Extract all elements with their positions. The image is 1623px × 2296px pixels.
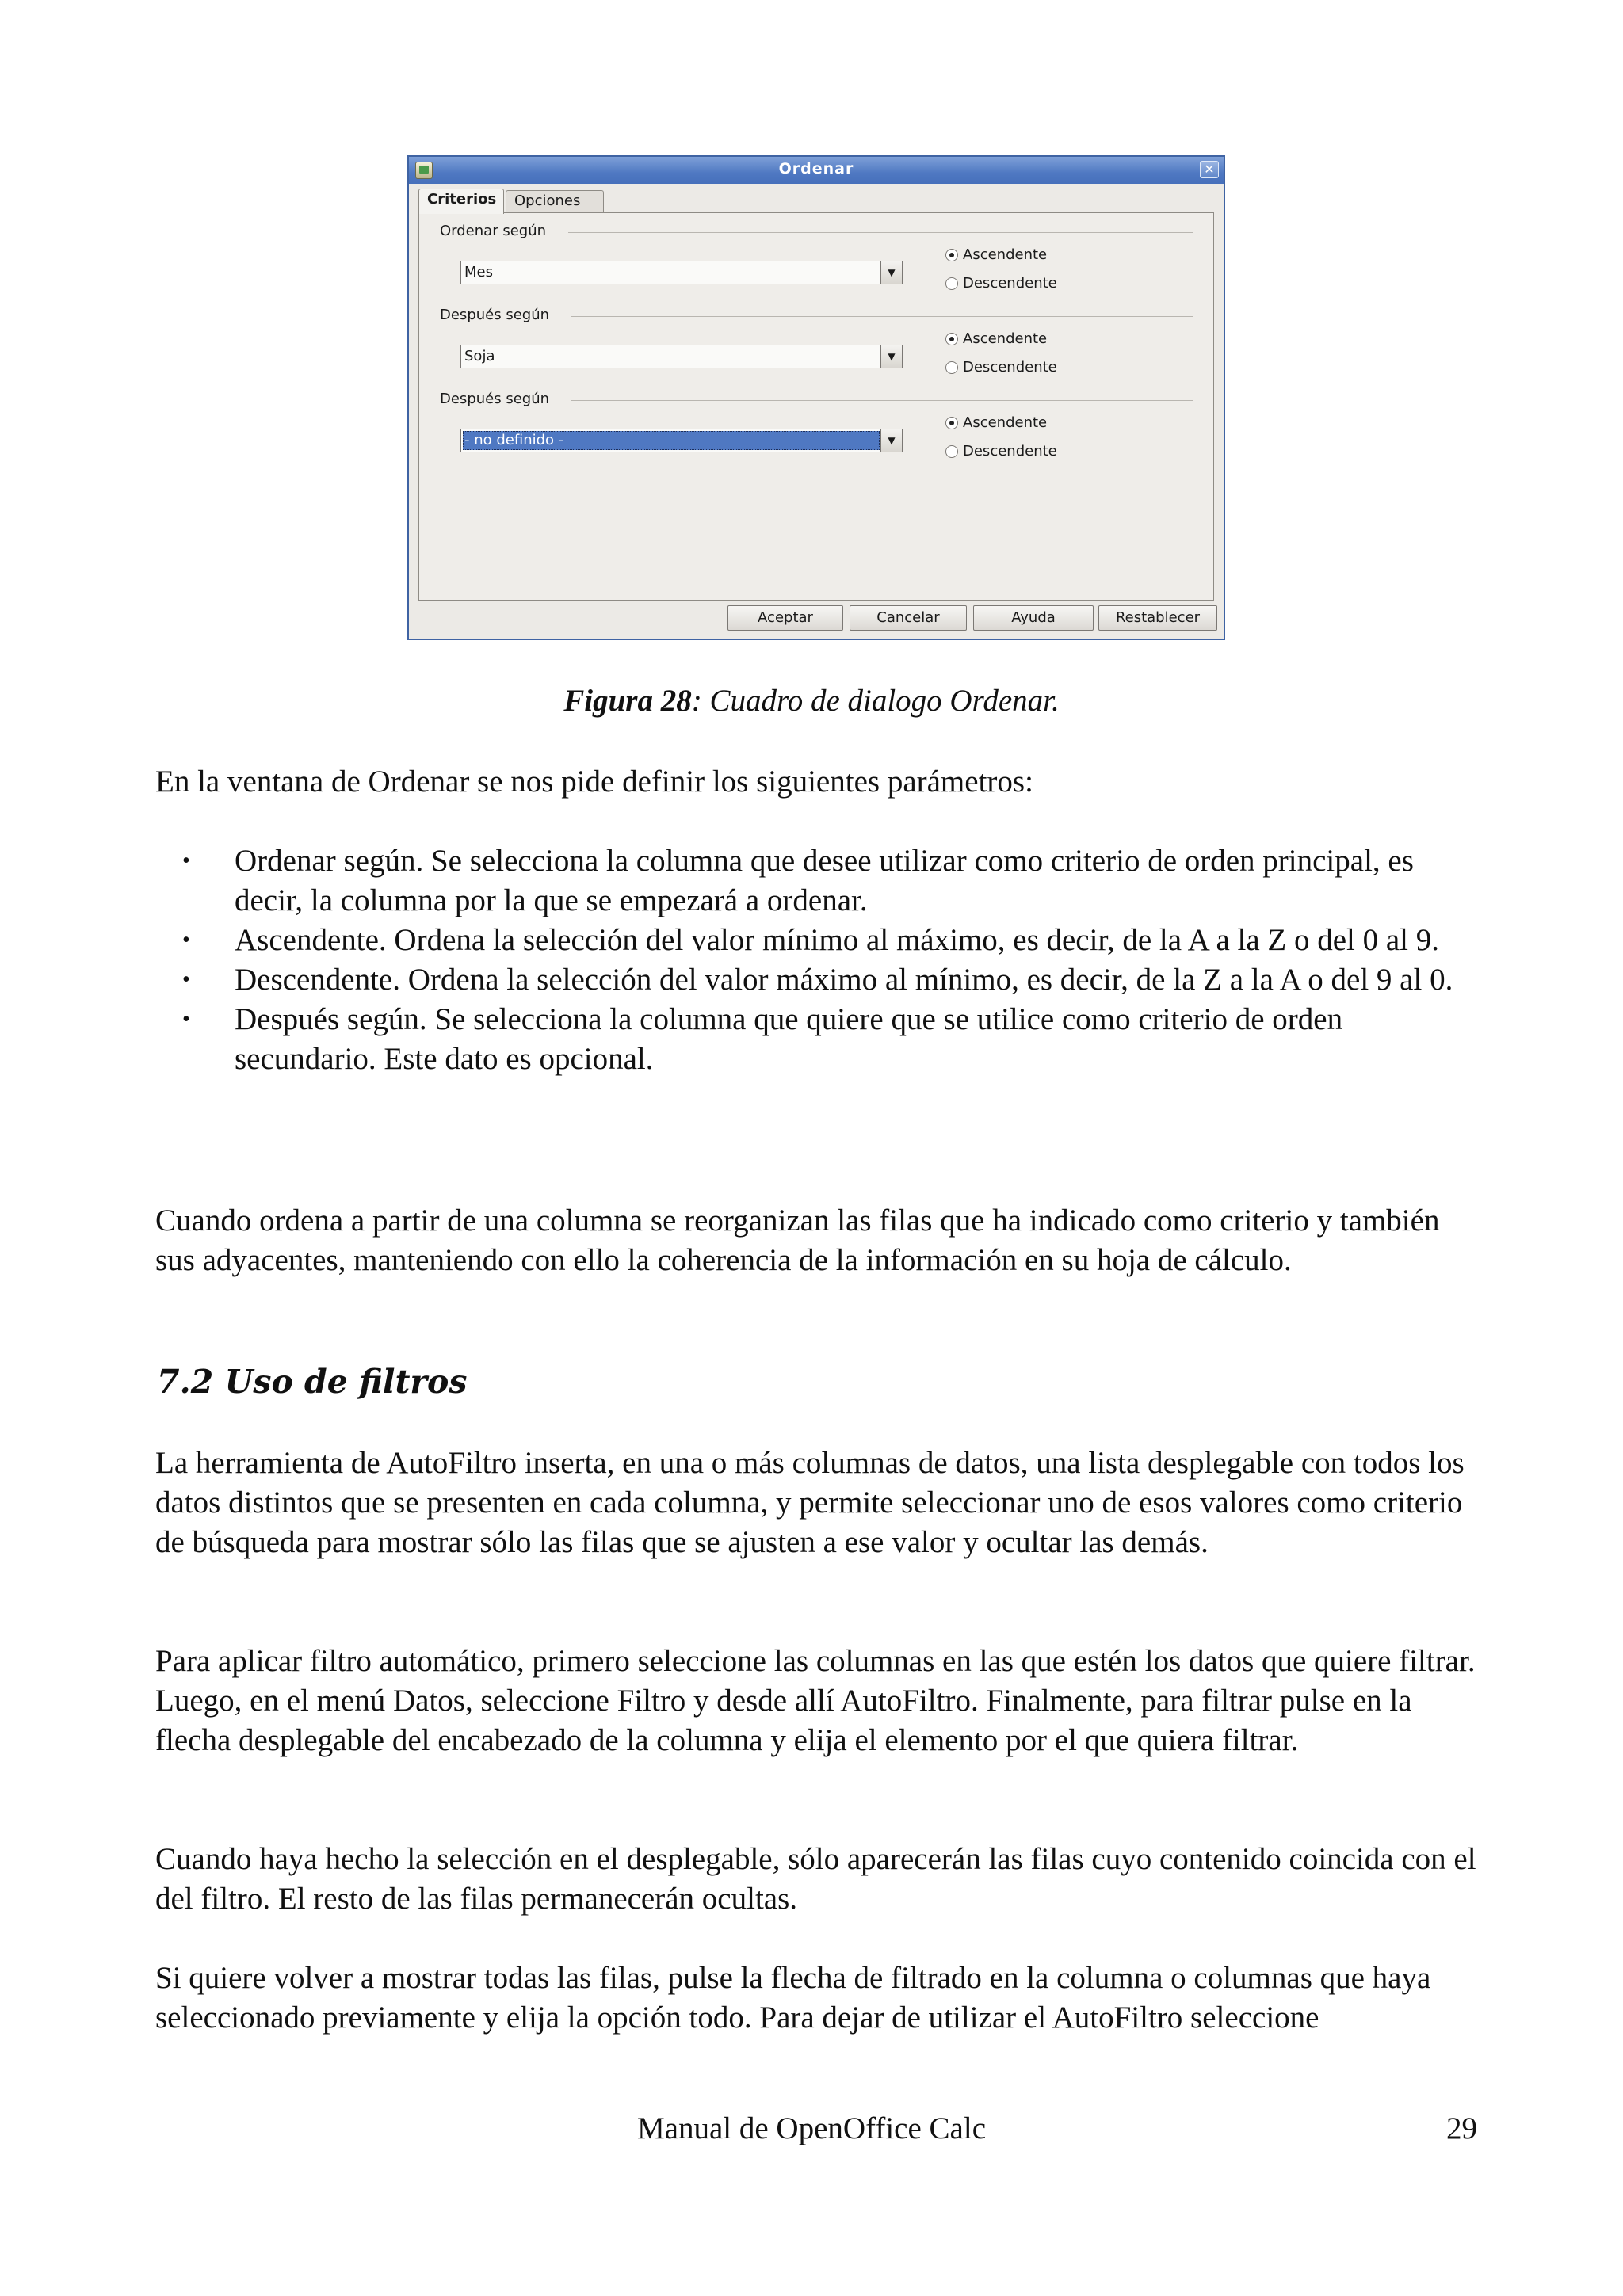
sort-key-1-value: Mes: [464, 264, 493, 280]
list-item-text: Ascendente. Ordena la selección del valor mínimo al máximo, es decir, de la A a la Z o del 0 al 9.: [235, 923, 1440, 957]
intro-paragraph: En la ventana de Ordenar se nos pide definir los siguientes parámetros:: [155, 765, 1033, 799]
close-icon[interactable]: ✕: [1200, 161, 1219, 178]
sort-key-2-value: Soja: [464, 348, 495, 364]
filter-paragraph-3: Cuando haya hecho la selección en el desplegable, sólo aparecerán las filas cuyo contenido coincida con el del filtro. El resto de las filas permanecerán ocultas.: [155, 1842, 1476, 1916]
list-item: [155, 921, 1487, 960]
dialog-titlebar: [409, 157, 1224, 184]
footer-title: Manual de OpenOffice Calc: [636, 2111, 987, 2145]
sort-key-3-group: [419, 386, 1213, 470]
filter-paragraph-4: Si quiere volver a mostrar todas las filas, pulse la flecha de filtrado en la columna o columnas que haya seleccionado previamente y elija la opción todo. Para dejar de utilizar el AutoFiltro seleccione: [155, 1961, 1431, 2035]
list-item: [155, 841, 1487, 921]
chevron-down-icon[interactable]: ▼: [880, 345, 902, 368]
sort-key-1-label: Ordenar según: [440, 223, 551, 239]
ascending-label: Ascendente: [963, 246, 1048, 263]
sort-key-2-group: [419, 302, 1213, 386]
radio-checked-icon: [945, 417, 958, 429]
bullet-icon: •: [182, 967, 190, 992]
sort-key-2-select[interactable]: [460, 345, 903, 368]
parameter-list: [155, 841, 1487, 1079]
tab-opciones[interactable]: Opciones: [506, 190, 604, 212]
sort-key-3-label: Después según: [440, 391, 554, 407]
radio-checked-icon: [945, 249, 958, 261]
help-button[interactable]: Ayuda: [973, 605, 1094, 631]
figure-number: Figura 28: [563, 684, 692, 718]
sort-key-1-group: [419, 218, 1213, 302]
group-divider: [571, 400, 1193, 401]
radio-checked-icon: [945, 333, 958, 345]
ok-button[interactable]: Aceptar: [727, 605, 843, 631]
section-heading: 7.2 Uso de filtros: [157, 1363, 468, 1401]
bullet-icon: •: [182, 928, 190, 952]
sort-paragraph: Cuando ordena a partir de una columna se reorganizan las filas que ha indicado como criterio y también sus adyacentes, manteniendo con ello la coherencia de la información en su hoja de cálculo.: [155, 1203, 1440, 1277]
sort-key-3-select[interactable]: [460, 429, 903, 452]
criteria-panel: [418, 212, 1214, 601]
sort-dialog: [407, 155, 1225, 640]
radio-unchecked-icon: [945, 361, 958, 374]
sort-key-2-label: Después según: [440, 307, 554, 323]
group-divider: [568, 232, 1193, 233]
radio-unchecked-icon: [945, 277, 958, 290]
chevron-down-icon[interactable]: ▼: [880, 429, 902, 452]
filter-paragraph-2: Para aplicar filtro automático, primero seleccione las columnas en las que estén los datos que quiere filtrar. Luego, en el menú Datos, seleccione Filtro y desde allí AutoFiltro. Finalmente, para filtrar pulse en la flecha desplegable del encabezado de la columna y elija el elemento por el que quiera filtrar.: [155, 1644, 1476, 1757]
figure-caption: [0, 683, 1623, 719]
group-divider: [571, 316, 1193, 317]
list-item-text: Ordenar según. Se selecciona la columna que desee utilizar como criterio de orden principal, es decir, la columna por la que se empezará a ordenar.: [235, 844, 1414, 917]
descending-label: Descendente: [963, 359, 1057, 376]
descending-label: Descendente: [963, 275, 1057, 292]
descending-label: Descendente: [963, 443, 1057, 460]
radio-unchecked-icon: [945, 445, 958, 458]
bullet-icon: •: [182, 1007, 190, 1032]
dialog-title: Ordenar: [778, 160, 854, 177]
ascending-label: Ascendente: [963, 414, 1048, 431]
chevron-down-icon[interactable]: ▼: [880, 261, 902, 284]
cancel-button[interactable]: Cancelar: [850, 605, 967, 631]
list-item: [155, 960, 1487, 1000]
list-item: [155, 1000, 1487, 1079]
list-item-text: Descendente. Ordena la selección del valor máximo al mínimo, es decir, de la Z a la A o del 9 al 0.: [235, 963, 1453, 997]
reset-button[interactable]: Restablecer: [1098, 605, 1217, 631]
ascending-label: Ascendente: [963, 330, 1048, 347]
bullet-icon: •: [182, 849, 190, 873]
figure-caption-text: : Cuadro de dialogo Ordenar.: [691, 684, 1060, 718]
page-number: 29: [1446, 2111, 1477, 2145]
tab-criterios[interactable]: Criterios: [418, 189, 504, 214]
sort-key-1-select[interactable]: [460, 261, 903, 284]
list-item-text: Después según. Se selecciona la columna que quiere que se utilice como criterio de orden secundario. Este dato es opcional.: [235, 1002, 1343, 1076]
sort-key-3-value: - no definido -: [464, 432, 564, 448]
filter-paragraph-1: La herramienta de AutoFiltro inserta, en una o más columnas de datos, una lista desplegable con todos los datos distintos que se presenten en cada columna, y permite seleccionar uno de esos valores como criterio de búsqueda para mostrar sólo las filas que se ajusten a ese valor y ocultar las demás.: [155, 1446, 1465, 1559]
